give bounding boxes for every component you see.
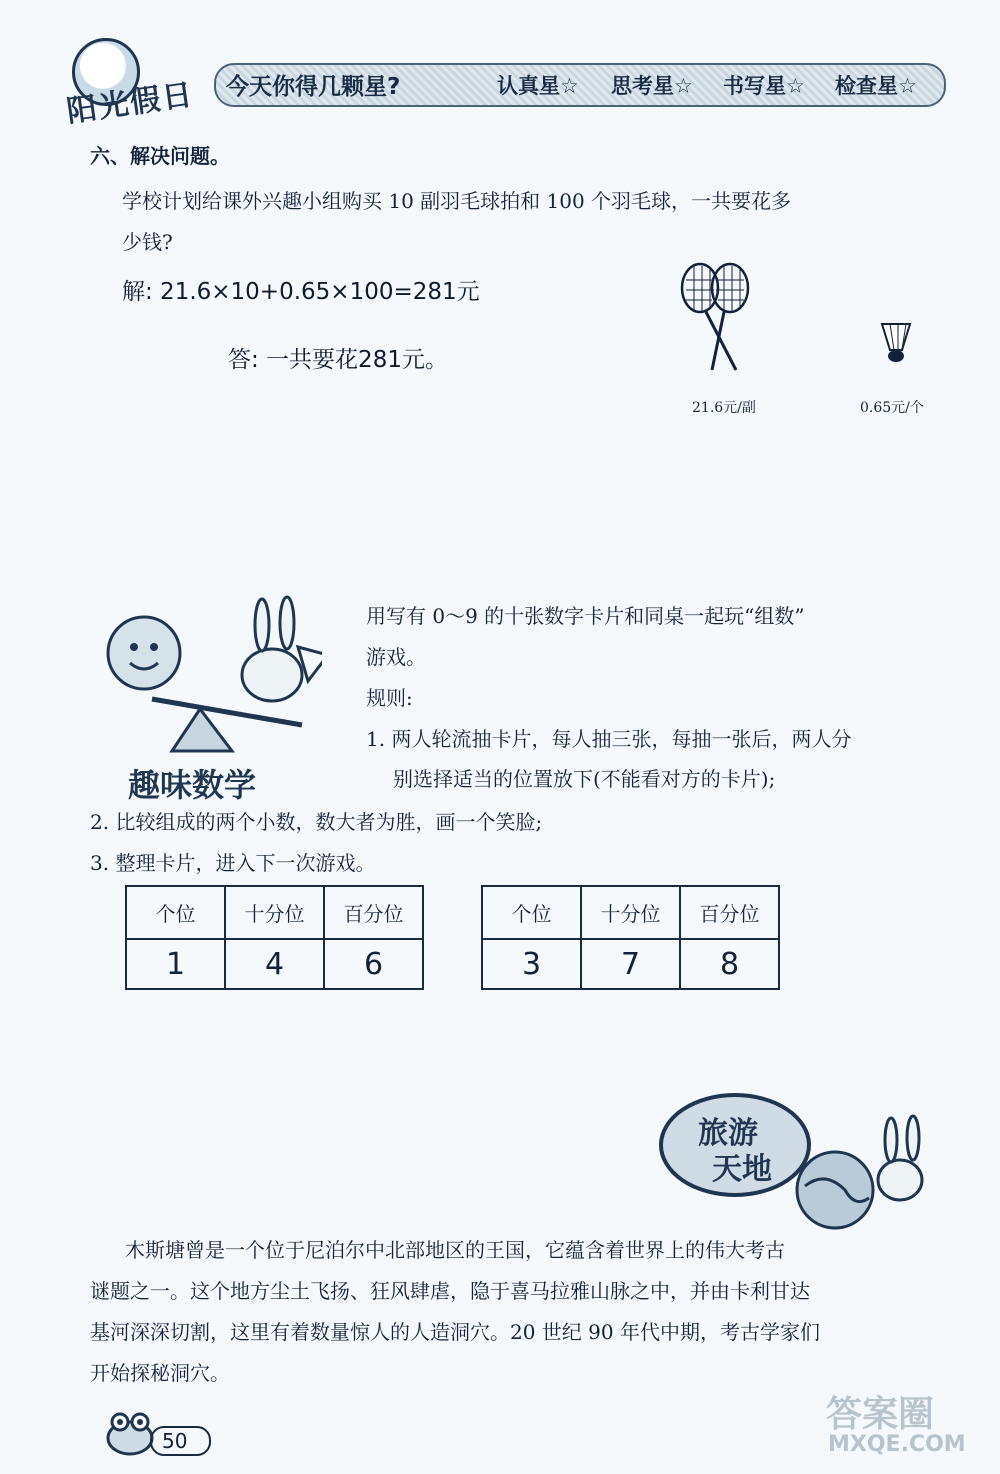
header-hundredths: 百分位 (324, 886, 423, 939)
problem-line-1: 学校计划给课外兴趣小组购买 10 副羽毛球拍和 100 个羽毛球，一共要花多 (122, 189, 792, 213)
header-ones: 个位 (126, 886, 225, 939)
solution-text: 解: 21.6×10+0.65×100=281元 (122, 279, 480, 305)
banner-title: 今天你得几颗星? (226, 74, 401, 100)
star-checking: 检查星☆ (835, 74, 917, 98)
rule-2: 2. 比较组成的两个小数，数大者为胜，画一个笑脸; (90, 810, 543, 834)
table-1-tenths-value: 4 (225, 939, 324, 989)
digit-table-1 (125, 885, 424, 990)
frog-icon (104, 1406, 156, 1458)
table-1-hundredths-value: 6 (324, 939, 423, 989)
travel-badge-line-2: 天地 (712, 1152, 772, 1187)
shuttlecock-icon (878, 320, 914, 366)
table-2-ones-value: 3 (482, 939, 581, 989)
table-2-hundredths-value: 8 (680, 939, 779, 989)
rule-1-line-1: 1. 两人轮流抽卡片，每人抽三张，每抽一张后，两人分 (366, 727, 852, 751)
header-tenths: 十分位 (581, 886, 680, 939)
travel-line-1: 木斯塘曾是一个位于尼泊尔中北部地区的王国，它蕴含着世界上的伟大考古 (125, 1238, 785, 1262)
shuttlecock-price: 0.65元/个 (860, 400, 924, 416)
header-hundredths: 百分位 (680, 886, 779, 939)
watermark-url: MXQE.COM (828, 1432, 966, 1457)
digit-table-2 (481, 885, 780, 990)
rule-1-line-2: 别选择适当的位置放下(不能看对方的卡片); (393, 767, 776, 791)
star-writing: 书写星☆ (723, 74, 805, 98)
section-heading: 六、解决问题。 (90, 144, 230, 168)
travel-badge-line-1: 旅游 (698, 1116, 758, 1151)
rules-label: 规则: (366, 686, 413, 710)
watermark-text: 答案圈 (826, 1394, 935, 1435)
table-1-ones-value: 1 (126, 939, 225, 989)
header-ones: 个位 (482, 886, 581, 939)
travel-line-3: 基河深深切割，这里有着数量惊人的人造洞穴。20 世纪 90 年代中期，考古学家们 (90, 1320, 820, 1344)
page-number: 50 (150, 1426, 211, 1456)
racket-price: 21.6元/副 (692, 400, 756, 416)
star-careful: 认真星☆ (497, 74, 579, 98)
problem-line-2: 少钱? (122, 230, 173, 254)
fun-math-badge: 趣味数学 (128, 766, 257, 804)
travel-line-4: 开始探秘洞穴。 (90, 1361, 230, 1385)
star-thinking: 思考星☆ (611, 74, 693, 98)
logo-text: 阳光假日 (64, 77, 197, 130)
fun-math-intro-2: 游戏。 (366, 645, 426, 669)
table-2-tenths-value: 7 (581, 939, 680, 989)
header-tenths: 十分位 (225, 886, 324, 939)
travel-line-2: 谜题之一。这个地方尘土飞扬、狂风肆虐，隐于喜马拉雅山脉之中，并由卡利甘达 (90, 1279, 810, 1303)
rule-3: 3. 整理卡片，进入下一次游戏。 (90, 851, 376, 875)
badminton-rackets-icon (670, 258, 770, 383)
fun-math-intro-1: 用写有 0～9 的十张数字卡片和同桌一起玩“组数” (366, 604, 805, 628)
answer-text: 答: 一共要花281元。 (228, 347, 448, 373)
